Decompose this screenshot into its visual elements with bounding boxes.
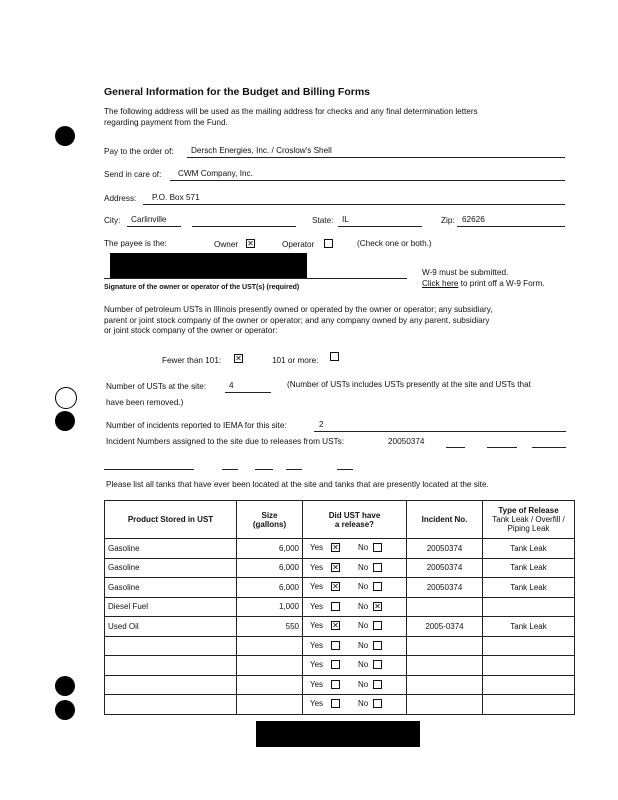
zip-label: Zip: — [441, 216, 455, 225]
pay-to-field[interactable]: Dersch Energies, Inc. / Croslow's Shell — [191, 146, 332, 155]
yes-label: Yes — [310, 660, 324, 670]
no-checkbox[interactable] — [373, 699, 382, 708]
state-label: State: — [312, 216, 334, 225]
type-cell[interactable]: Tank Leak — [483, 578, 575, 598]
send-in-care-of-field[interactable]: CWM Company, Inc. — [178, 169, 253, 178]
fewer-than-checkbox[interactable] — [234, 354, 243, 363]
incidents-reported-field[interactable]: 2 — [319, 420, 324, 429]
punch-hole — [55, 700, 75, 720]
send-in-care-of-underline — [170, 180, 565, 181]
incident-numbers-underline — [487, 447, 517, 448]
size-header-line: Size — [261, 510, 278, 520]
punch-hole — [55, 411, 75, 431]
no-label: No — [358, 660, 369, 670]
table-row — [105, 597, 575, 617]
incident-cell[interactable] — [407, 675, 483, 695]
no-label: No — [358, 699, 369, 709]
size-cell[interactable]: 550 — [237, 617, 303, 637]
city-label: City: — [104, 216, 121, 225]
type-cell[interactable] — [483, 656, 575, 676]
product-cell[interactable]: Used Oil — [105, 617, 237, 637]
table-header-row — [105, 501, 575, 539]
table-row — [105, 656, 575, 676]
usts-at-site-field[interactable]: 4 — [229, 381, 234, 390]
type-cell[interactable]: Tank Leak — [483, 558, 575, 578]
incident-cell[interactable]: 20050374 — [407, 578, 483, 598]
no-checkbox[interactable] — [373, 621, 382, 630]
address-field[interactable]: P.O. Box 571 — [152, 193, 200, 202]
city-underline — [192, 226, 296, 227]
punch-hole — [55, 126, 75, 146]
incident-numbers-underline — [222, 469, 238, 470]
no-label: No — [358, 601, 369, 611]
usts-note: (Number of USTs includes USTs presently at the site and USTs that — [287, 380, 531, 389]
table-row — [105, 675, 575, 695]
no-checkbox[interactable] — [373, 543, 382, 552]
release-cell — [303, 578, 407, 598]
table-row — [105, 539, 575, 559]
release-cell — [303, 597, 407, 617]
incidents-reported-label: Number of incidents reported to IEMA for this site: — [106, 421, 287, 430]
incident-cell[interactable]: 20050374 — [407, 539, 483, 559]
incident-cell[interactable] — [407, 597, 483, 617]
size-cell[interactable] — [237, 675, 303, 695]
yes-label: Yes — [310, 543, 324, 553]
intro-line: The following address will be used as the mailing address for checks and any final determination letters — [104, 107, 478, 116]
product-cell[interactable]: Gasoline — [105, 558, 237, 578]
petroleum-paragraph-line: parent or joint stock company of the owner or operator; and any company owned by any parent, subsidiary — [104, 316, 490, 325]
release-cell — [303, 656, 407, 676]
type-cell[interactable]: Tank Leak — [483, 539, 575, 559]
no-label: No — [358, 562, 369, 572]
incident-header: Incident No. — [407, 501, 483, 539]
size-cell[interactable]: 6,000 — [237, 558, 303, 578]
incident-numbers-underline — [532, 447, 566, 448]
yes-checkbox[interactable] — [331, 621, 340, 630]
usts-at-site-label: Number of USTs at the site: — [106, 382, 207, 391]
state-underline — [338, 226, 422, 227]
pay-to-label: Pay to the order of: — [104, 147, 174, 156]
product-header: Product Stored in UST — [105, 501, 237, 539]
yes-label: Yes — [310, 621, 324, 631]
product-cell[interactable]: Gasoline — [105, 539, 237, 559]
w9-link-rest: to print off a W-9 Form. — [458, 279, 545, 288]
size-cell[interactable] — [237, 636, 303, 656]
zip-field[interactable]: 62626 — [462, 215, 485, 224]
table-row — [105, 695, 575, 715]
incident-numbers-label: Incident Numbers assigned to the site due to releases from USTs: — [106, 437, 345, 446]
type-cell[interactable] — [483, 636, 575, 656]
no-label: No — [358, 679, 369, 689]
product-cell[interactable] — [105, 656, 237, 676]
w9-note: W-9 must be submitted. — [422, 268, 509, 277]
yes-checkbox[interactable] — [331, 582, 340, 591]
yes-label: Yes — [310, 699, 324, 709]
signature-label: Signature of the owner or operator of the UST(s) (required) — [104, 284, 300, 291]
signature-underline — [104, 278, 407, 279]
size-header-line: (gallons) — [252, 519, 287, 529]
table-row — [105, 578, 575, 598]
no-checkbox[interactable] — [373, 602, 382, 611]
no-label: No — [358, 621, 369, 631]
operator-label: Operator — [282, 240, 315, 249]
redacted-footer — [256, 721, 420, 747]
incident-cell[interactable] — [407, 695, 483, 715]
yes-checkbox[interactable] — [331, 660, 340, 669]
product-cell[interactable] — [105, 675, 237, 695]
more-than-checkbox[interactable] — [330, 352, 339, 361]
state-field[interactable]: IL — [342, 215, 349, 224]
release-cell — [303, 558, 407, 578]
release-cell — [303, 617, 407, 637]
incident-cell[interactable]: 2005-0374 — [407, 617, 483, 637]
send-in-care-of-label: Send in care of: — [104, 170, 162, 179]
size-cell[interactable]: 6,000 — [237, 578, 303, 598]
city-field[interactable]: Carlinville — [131, 215, 167, 224]
yes-checkbox[interactable] — [331, 602, 340, 611]
punch-hole — [55, 387, 77, 409]
incident-cell[interactable]: 20050374 — [407, 558, 483, 578]
type-header — [483, 501, 575, 539]
yes-label: Yes — [310, 562, 324, 572]
address-label: Address: — [104, 194, 137, 203]
operator-checkbox[interactable] — [324, 239, 333, 248]
yes-checkbox[interactable] — [331, 543, 340, 552]
release-cell — [303, 675, 407, 695]
incident-cell[interactable] — [407, 656, 483, 676]
no-checkbox[interactable] — [373, 563, 382, 572]
redacted-signature — [110, 253, 307, 279]
address-underline — [143, 204, 565, 205]
no-checkbox[interactable] — [373, 660, 382, 669]
size-cell[interactable]: 1,000 — [237, 597, 303, 617]
incident-numbers-underline — [337, 469, 353, 470]
more-than-label: 101 or more: — [272, 356, 319, 365]
w9-link[interactable]: Click here — [422, 279, 459, 288]
release-header-line: a release? — [334, 519, 375, 529]
release-header — [303, 501, 407, 539]
product-cell[interactable]: Gasoline — [105, 578, 237, 598]
release-cell — [303, 539, 407, 559]
yes-checkbox[interactable] — [331, 680, 340, 689]
intro-line: regarding payment from the Fund. — [104, 118, 228, 127]
table-row — [105, 558, 575, 578]
no-checkbox[interactable] — [373, 582, 382, 591]
yes-label: Yes — [310, 640, 324, 650]
size-header — [237, 501, 303, 539]
petroleum-paragraph-line: Number of petroleum USTs in Illinois presently owned or operated by the owner or operator; any subsidiary, — [104, 305, 493, 314]
incident-numbers-underline — [286, 469, 302, 470]
type-header-line: Type of Release — [498, 506, 559, 515]
no-checkbox[interactable] — [373, 680, 382, 689]
fewer-than-label: Fewer than 101: — [162, 356, 222, 365]
yes-checkbox[interactable] — [331, 699, 340, 708]
type-header-line: Piping Leak — [507, 524, 550, 533]
punch-hole — [55, 676, 75, 696]
release-header-line: Did UST have — [328, 510, 381, 520]
type-cell[interactable]: Tank Leak — [483, 617, 575, 637]
incident-numbers-underline — [255, 469, 273, 470]
type-header-line: Tank Leak / Overfill / — [492, 515, 565, 524]
release-cell — [303, 695, 407, 715]
table-row — [105, 636, 575, 656]
tanks-table — [104, 500, 575, 715]
owner-label: Owner — [214, 240, 239, 249]
payee-label: The payee is the: — [104, 239, 167, 248]
no-label: No — [358, 543, 369, 553]
no-label: No — [358, 582, 369, 592]
w9-link-row — [422, 279, 545, 288]
petroleum-paragraph-line: or joint stock company of the owner or operator: — [104, 326, 278, 335]
yes-label: Yes — [310, 679, 324, 689]
yes-label: Yes — [310, 582, 324, 592]
incidents-reported-underline — [314, 431, 566, 432]
type-cell[interactable] — [483, 597, 575, 617]
owner-checkbox[interactable] — [246, 239, 255, 248]
no-label: No — [358, 640, 369, 650]
incident-numbers-underline — [104, 469, 194, 470]
payee-note: (Check one or both.) — [357, 239, 432, 248]
no-checkbox[interactable] — [373, 641, 382, 650]
size-cell[interactable]: 6,000 — [237, 539, 303, 559]
incident-numbers-underline — [446, 447, 465, 448]
yes-label: Yes — [310, 601, 324, 611]
yes-checkbox[interactable] — [331, 563, 340, 572]
size-cell[interactable] — [237, 695, 303, 715]
incident-cell[interactable] — [407, 636, 483, 656]
city-underline — [127, 226, 181, 227]
release-cell — [303, 636, 407, 656]
size-cell[interactable] — [237, 656, 303, 676]
list-instruction: Please list all tanks that have ever been located at the site and tanks that are presently located at the site. — [106, 480, 489, 489]
incident-numbers-field[interactable]: 20050374 — [388, 437, 425, 446]
table-row — [105, 617, 575, 637]
type-cell[interactable] — [483, 695, 575, 715]
yes-checkbox[interactable] — [331, 641, 340, 650]
usts-note: have been removed.) — [106, 398, 184, 407]
page-title: General Information for the Budget and Billing Forms — [104, 86, 371, 98]
type-cell[interactable] — [483, 675, 575, 695]
usts-at-site-underline — [225, 392, 271, 393]
zip-underline — [457, 226, 565, 227]
product-cell[interactable] — [105, 636, 237, 656]
product-cell[interactable] — [105, 695, 237, 715]
product-cell[interactable]: Diesel Fuel — [105, 597, 237, 617]
pay-to-underline — [187, 157, 565, 158]
